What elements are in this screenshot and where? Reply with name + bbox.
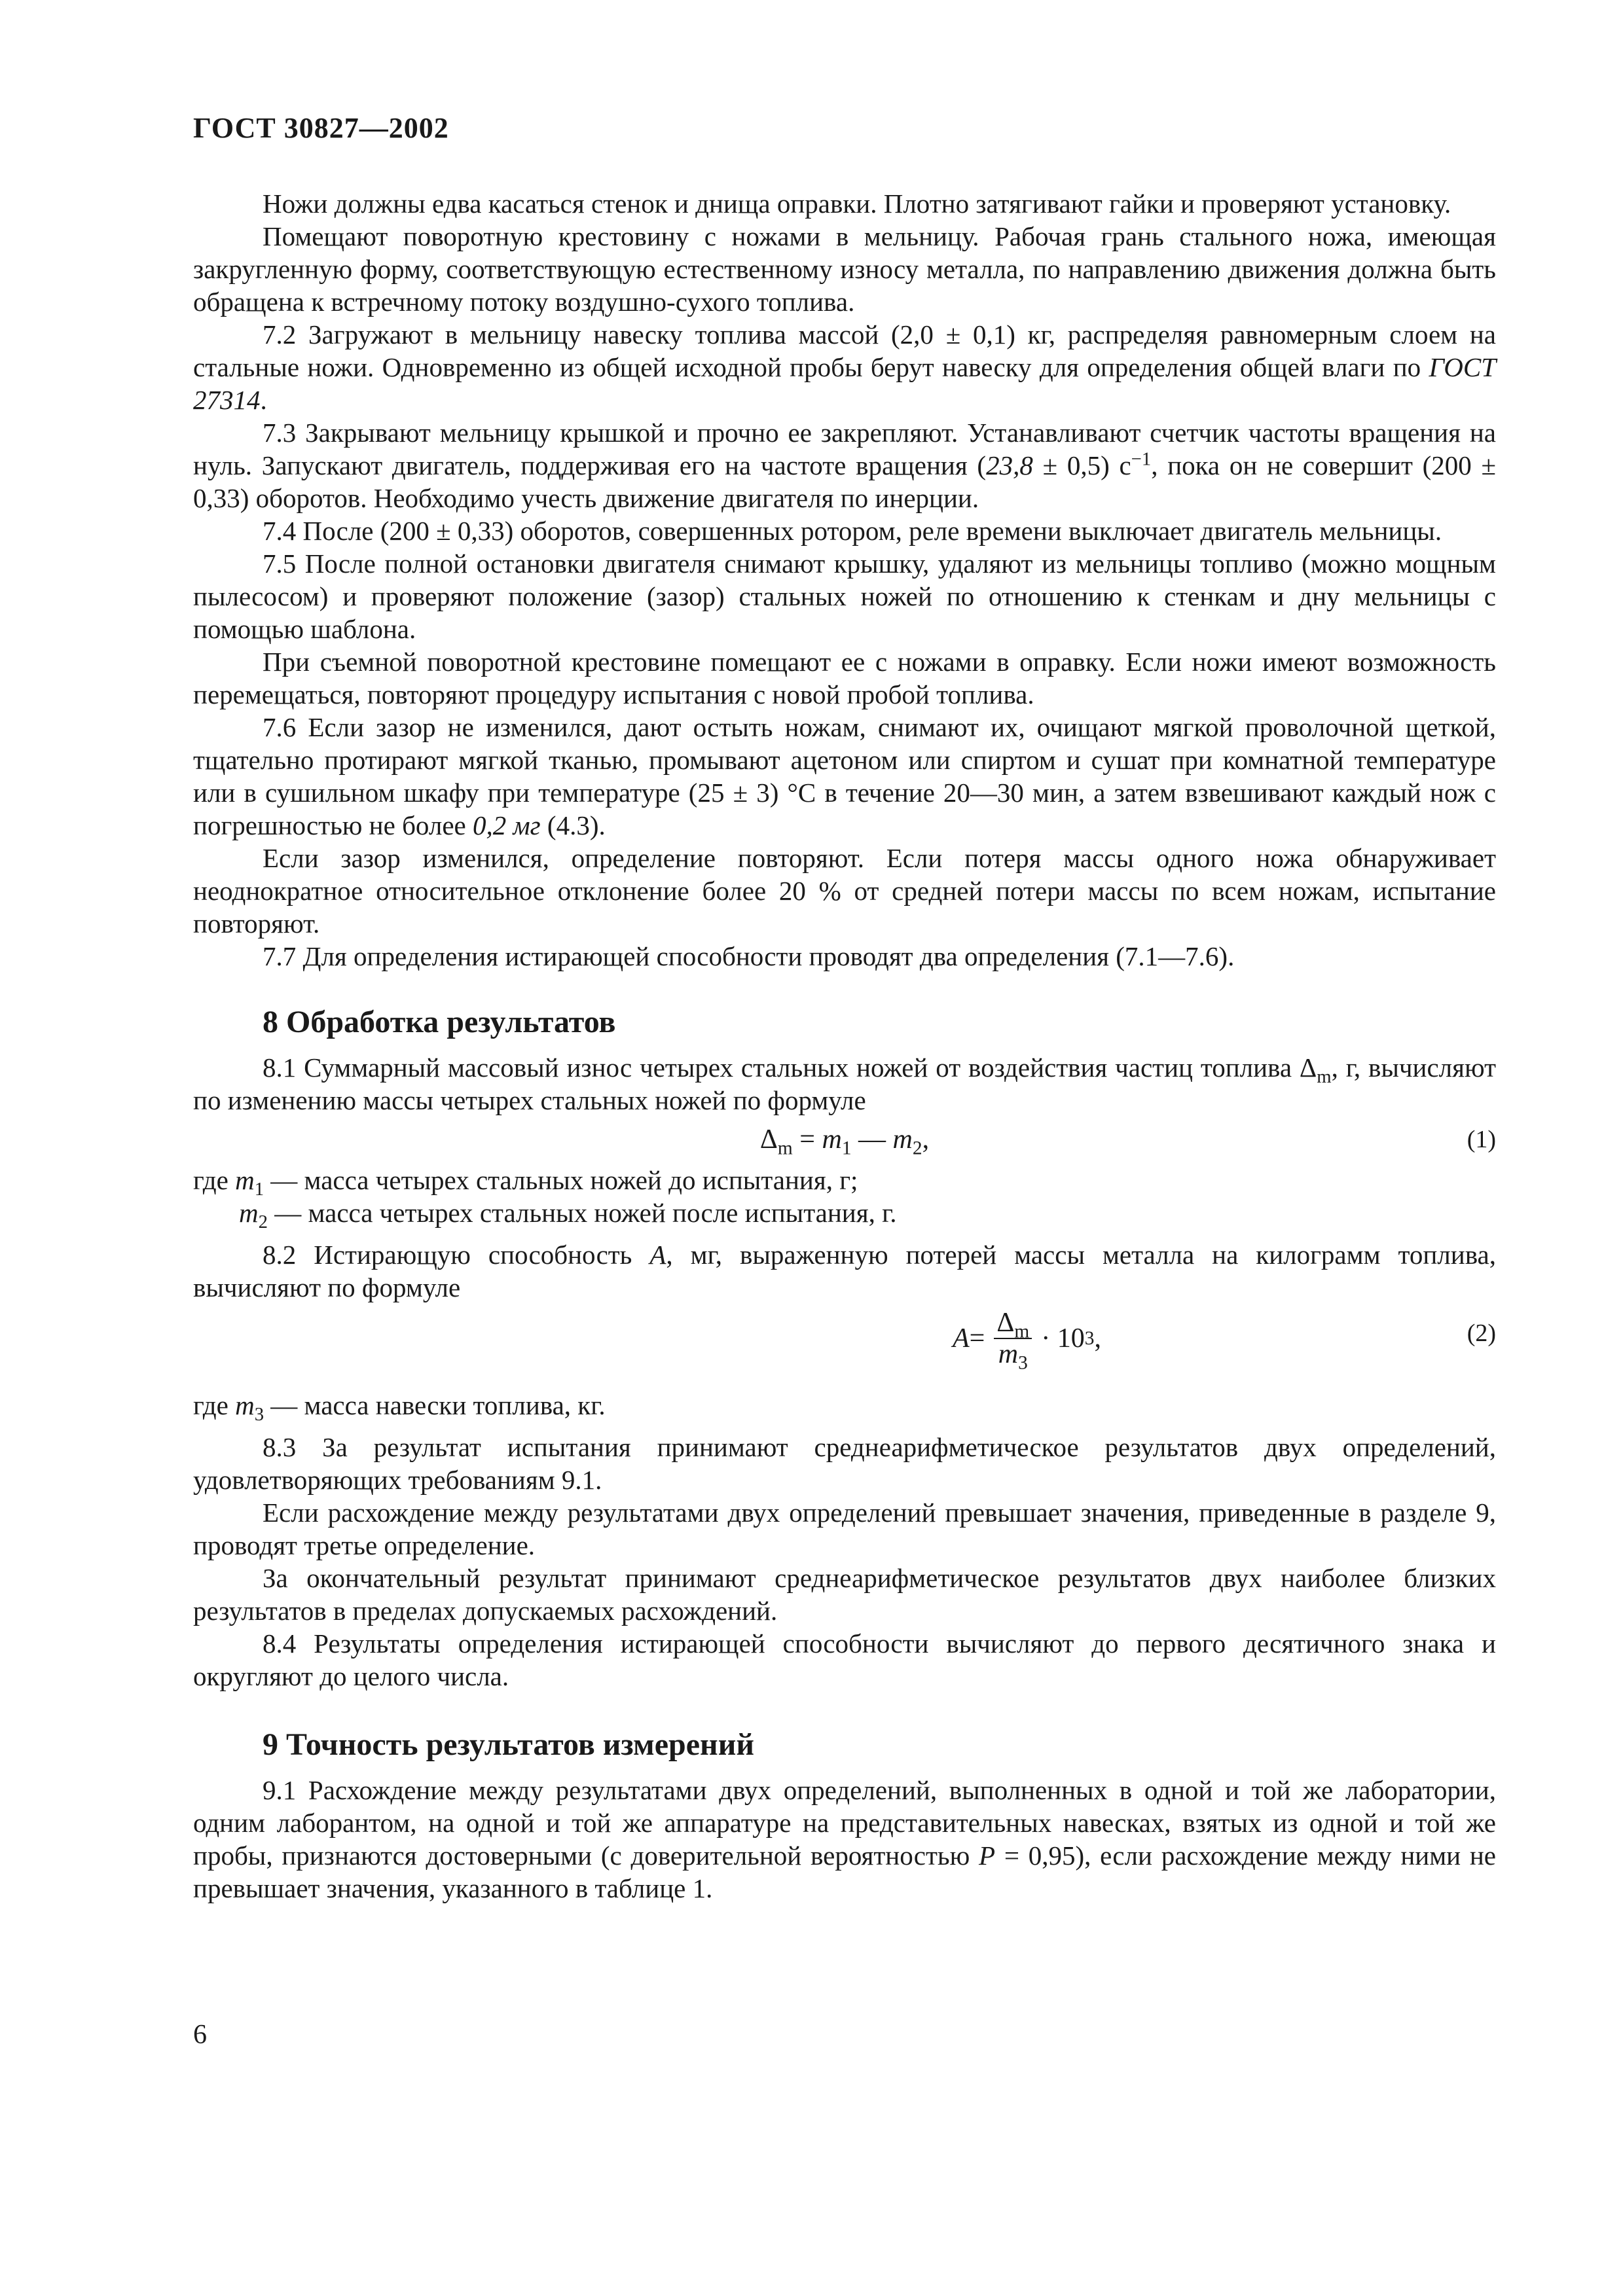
paragraph-7-4: 7.4 После (200 ± 0,33) оборотов, совершенных ротором, реле времени выключает двигатель мельницы. [263,516,1442,546]
paragraph-7-2: 7.2 Загружают в мельницу навеску топлива массой (2,0 ± 0,1) кг, распределяя равномерным слоем на стальные ножи. Одновременно из общей исходной пробы берут навеску для определения общей влаги по ГОСТ 27314. [193,319,1496,415]
paragraph-8-3: 8.3 За результат испытания принимают среднеарифметическое результатов двух определений, удовлетворяющих требованиям 9.1. [193,1432,1496,1495]
section-9-heading: 9 Точность результатов измерений [263,1727,755,1762]
paragraph-7-3: 7.3 Закрывают мельницу крышкой и прочно ее закрепляют. Устанавливают счетчик частоты вращения на нуль. Запускают двигатель, поддерживая его на частоте вращения (23,8 ± 0,5) $с^{-1}$, пока он не совершит (200 ± 0,33) оборотов. Необходимо учесть движение двигателя по инерции. [193,418,1497,513]
paragraph-knives: Ножи должны едва касаться стенок и днища оправки. Плотно затягивают гайки и проверяют установку. [263,188,1451,219]
gost-reference: ГОСТ 27314 [193,352,1496,415]
paragraph-7-7: 7.7 Для определения истирающей способности проводят два определения (7.1—7.6). [263,941,1235,971]
paragraph-7-6: 7.6 Если зазор не изменился, дают остыть ножам, снимают их, очищают мягкой проволочной щеткой, тщательно протирают мягкой тканью, промывают ацетоном или спиртом и сушат при комнатной температуре или в сушильном шкафу при температуре (25 ± 3) °С в течение 20—30 мин, а затем взвешивают каждый нож с погрешностью не более 0,2 мг (4.3). [193,712,1496,840]
paragraph-8-2: 8.2 Истирающую способность A, мг, выраженную потерей массы металла на килограмм топлива, вычисляют по формуле [193,1240,1496,1302]
paragraph-8-1: 8.1 Суммарный массовый износ четырех стальных ножей от воздействия частиц топлива $\Delta_m$, г, вычисляют по изменению массы четырех стальных ножей по формуле [193,1052,1496,1115]
paragraph-8-3-third: Если расхождение между результатами двух определений превышает значения, приведенные в разделе 9, проводят третье определение. [193,1498,1496,1560]
where-m2: $m_2$ — масса четырех стальных ножей после испытания, г. [239,1198,897,1233]
paragraph-7-5: 7.5 После полной остановки двигателя снимают крышку, удаляют из мельницы топливо (можно мощным пылесосом) и проверяют положение (зазор) стальных ножей по отношению к стенкам и дну мельницы с помощью шаблона. [193,548,1496,644]
paragraph-7-6-repeat: Если зазор изменился, определение повторяют. Если потеря массы одного ножа обнаруживает неоднократное относительное отклонение более 20 % от средней потери массы по всем ножам, испытание повторяют. [193,843,1496,939]
paragraph-9-1: 9.1 Расхождение между результатами двух определений, выполненных в одной и той же лаборатории, одним лаборантом, на одной и той же аппаратуре на представительных навесках, взятых из одной и той же пробы, признаются достоверными (с доверительной вероятностью P = 0,95), если расхождение между ними не превышает значения, указанного в таблице 1. [193,1775,1497,1903]
paragraph-8-3-final: За окончательный результат принимают среднеарифметическое результатов двух наиболее близких результатов в пределах допускаемых расхождений. [193,1563,1496,1626]
formula-1-number: (1) [1467,1126,1496,1153]
document-header: ГОСТ 30827—2002 [193,112,449,144]
page-body [193,187,1496,1905]
paragraph-7-5-removable: При съемной поворотной крестовине помещают ее с ножами в оправку. Если ножи имеют возможность перемещаться, повторяют процедуру испытания с новой пробой топлива. [193,647,1496,709]
formula-1: $\Delta_m = m_1$ — $m_2$, (1) [759,1124,1496,1159]
formula-2: A = $\frac{\Delta_m}{m_3}$ · 10 3 , (2) [953,1308,1496,1374]
where-m3: где $m_3$ — масса навески топлива, кг. [193,1390,606,1426]
formula-2-number: (2) [1467,1319,1496,1347]
page-number: 6 [193,2020,207,2050]
paragraph-8-4: 8.4 Результаты определения истирающей способности вычисляют до первого десятичного знака и округляют до целого числа. [193,1628,1496,1691]
section-8-heading: 8 Обработка результатов [263,1005,616,1039]
paragraph-crosspiece: Помещают поворотную крестовину с ножами в мельницу. Рабочая грань стального ножа, имеющая закругленную форму, соответствующую естественному износу металла, по направлению движения должна быть обращена к встречному потоку воздушно-сухого топлива. [193,221,1496,317]
where-m1: где $m_1$ — масса четырех стальных ножей до испытания, г; [193,1165,858,1200]
